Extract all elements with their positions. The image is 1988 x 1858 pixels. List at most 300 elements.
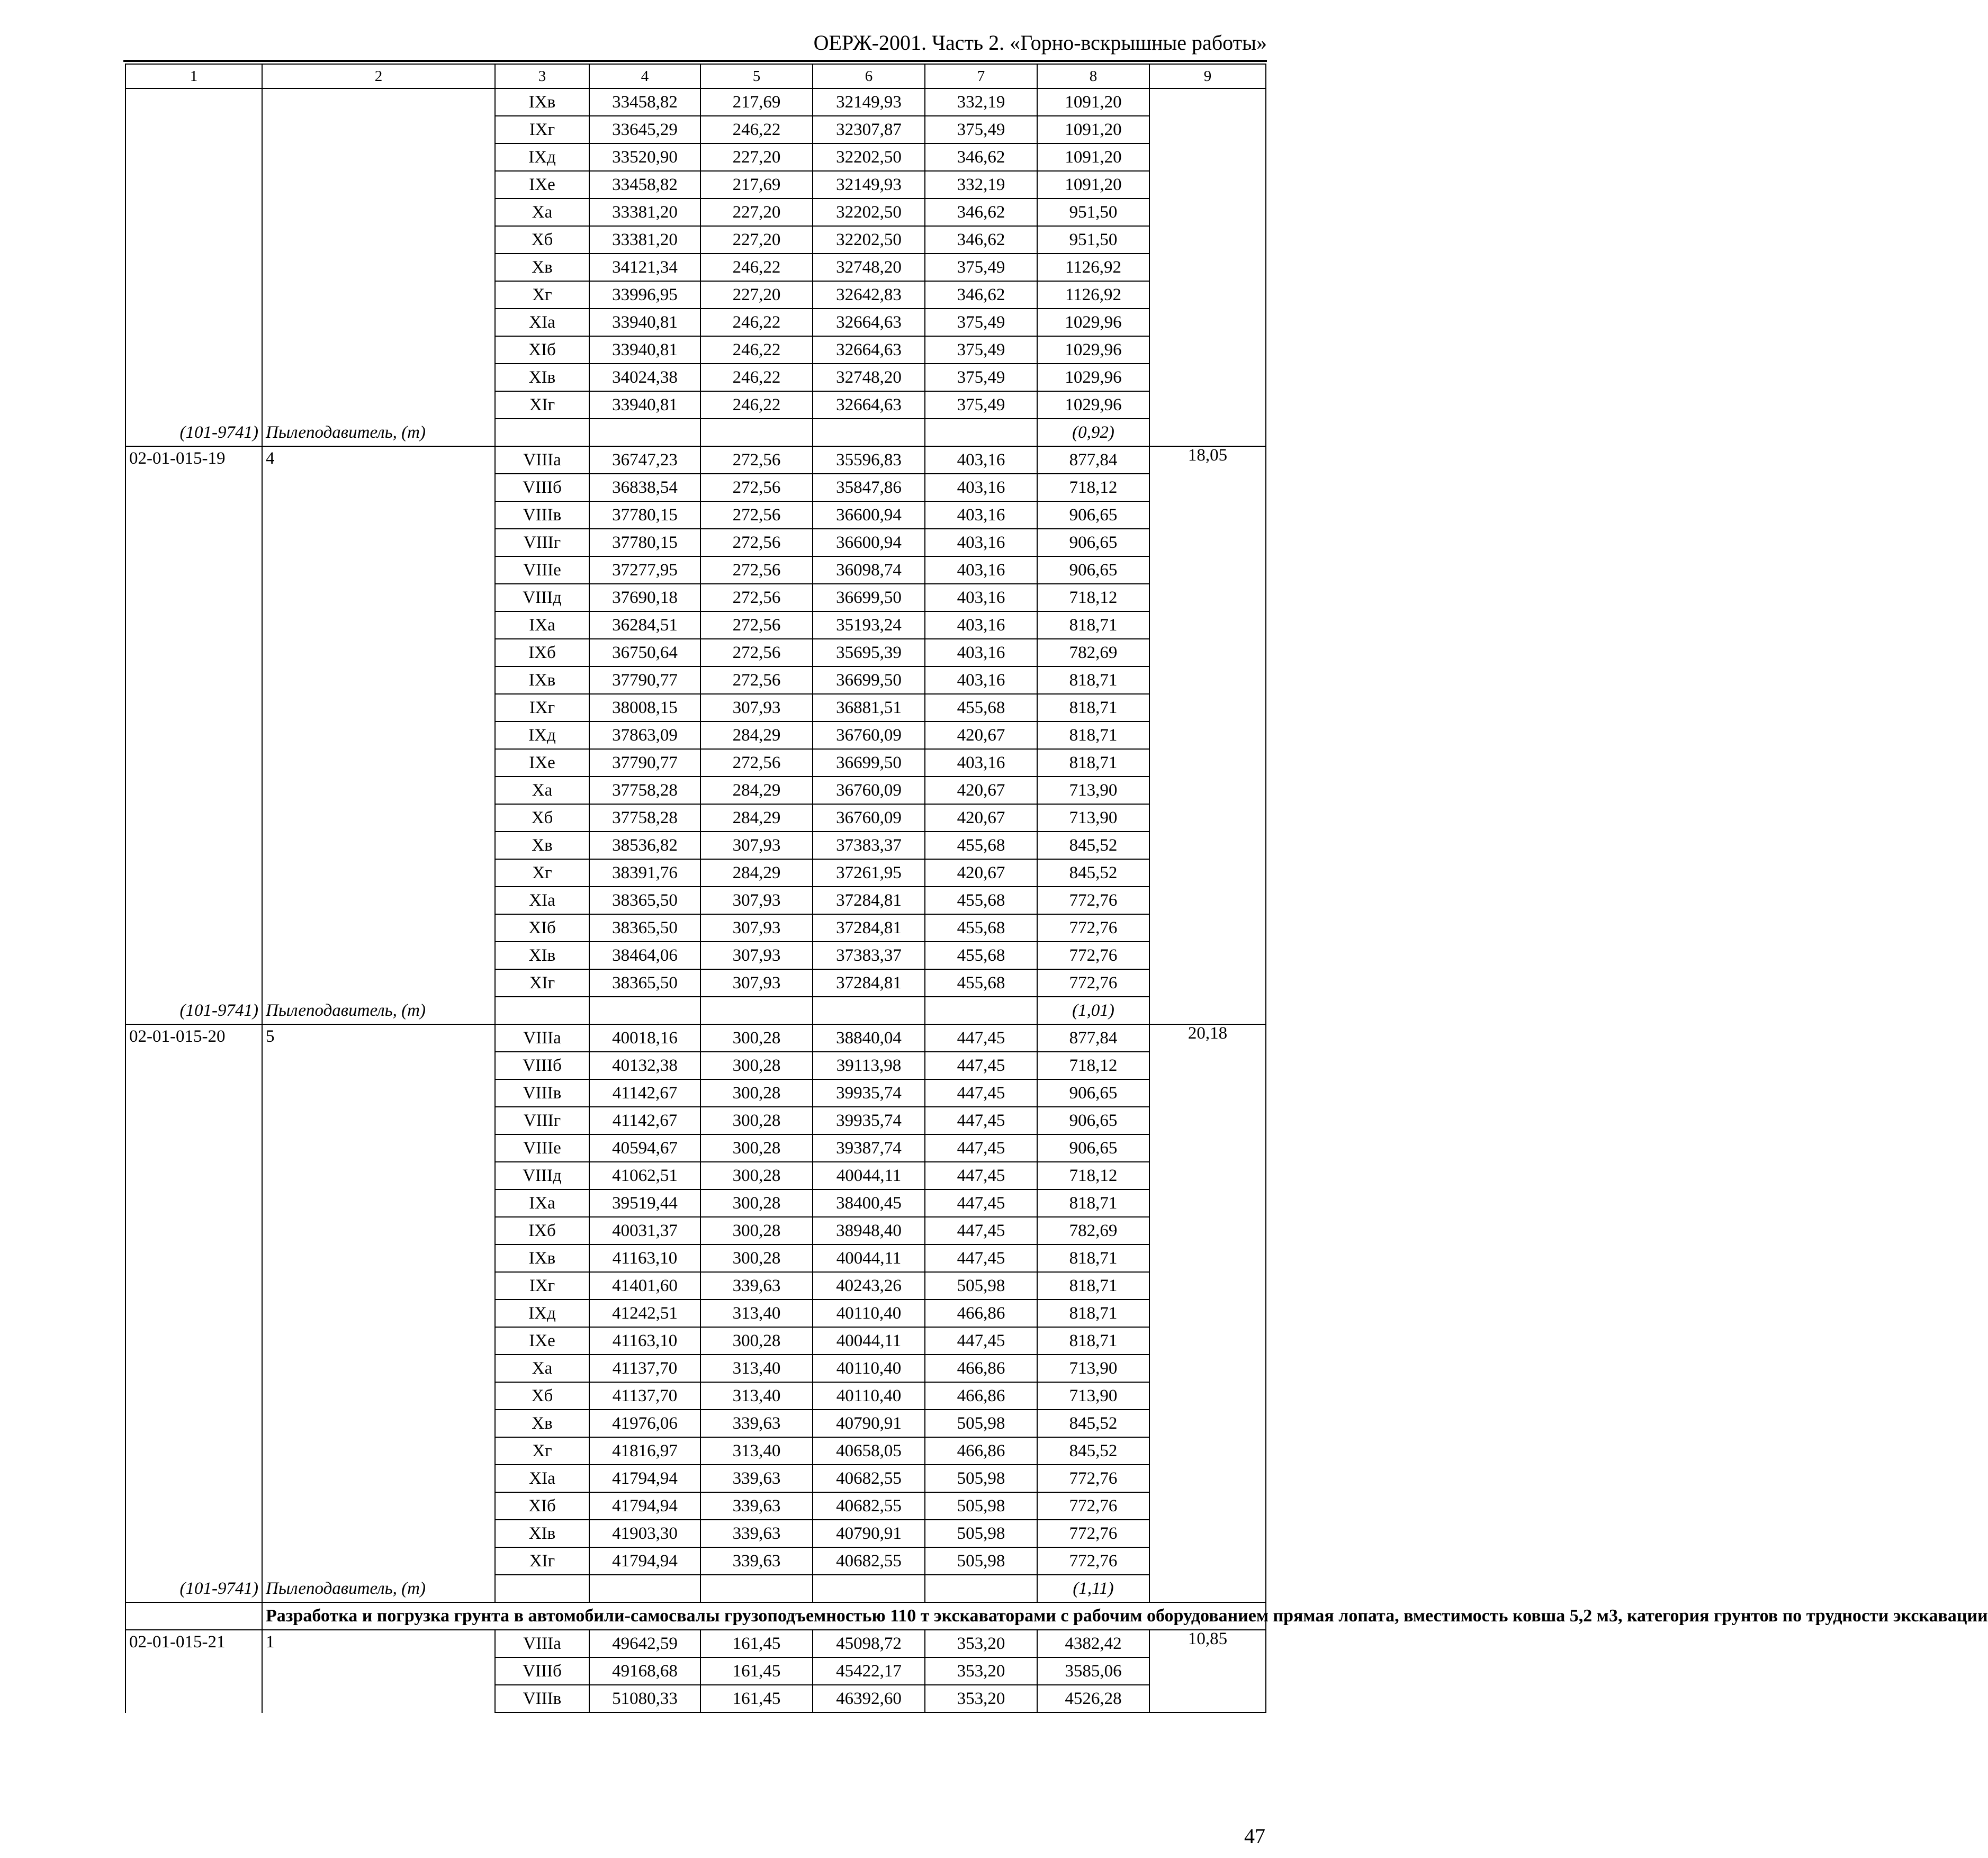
empty-cell <box>813 419 925 446</box>
value-cell: 339,63 <box>700 1410 813 1437</box>
soil-category: IXб <box>495 639 589 666</box>
value-cell: 455,68 <box>925 832 1037 859</box>
rate-code: 02-01-015-20 <box>125 1024 262 1575</box>
workers-cost: 10,85 <box>1149 1630 1266 1712</box>
value-cell: 40682,55 <box>813 1547 925 1575</box>
value-cell: 272,56 <box>700 529 813 556</box>
empty-cell <box>125 1602 262 1630</box>
value-cell: 32748,20 <box>813 254 925 281</box>
value-cell: 272,56 <box>700 639 813 666</box>
value-cell: 35193,24 <box>813 611 925 639</box>
soil-category: VIIIв <box>495 1079 589 1107</box>
column-number: 4 <box>589 64 700 88</box>
soil-category: VIIIе <box>495 1134 589 1162</box>
empty-cell <box>925 1575 1037 1602</box>
value-cell: 36699,50 <box>813 584 925 611</box>
value-cell: 33940,81 <box>589 309 700 336</box>
soil-category: IXа <box>495 1189 589 1217</box>
value-cell: 38464,06 <box>589 942 700 969</box>
value-cell: 3585,06 <box>1037 1657 1149 1685</box>
value-cell: 36747,23 <box>589 446 700 474</box>
value-cell: 505,98 <box>925 1547 1037 1575</box>
value-cell: 32664,63 <box>813 391 925 419</box>
value-cell: 877,84 <box>1037 446 1149 474</box>
value-cell: 37383,37 <box>813 942 925 969</box>
resource-value: (0,92) <box>1037 419 1149 446</box>
value-cell: 906,65 <box>1037 1079 1149 1107</box>
value-cell: 455,68 <box>925 694 1037 721</box>
value-cell: 40658,05 <box>813 1437 925 1465</box>
empty-cell <box>495 997 589 1024</box>
soil-category: Xг <box>495 281 589 309</box>
value-cell: 246,22 <box>700 254 813 281</box>
value-cell: 33996,95 <box>589 281 700 309</box>
value-cell: 300,28 <box>700 1079 813 1107</box>
value-cell: 403,16 <box>925 529 1037 556</box>
soil-category: Xв <box>495 832 589 859</box>
soil-category: XIб <box>495 1492 589 1520</box>
value-cell: 300,28 <box>700 1107 813 1134</box>
soil-category: XIг <box>495 969 589 997</box>
value-cell: 718,12 <box>1037 474 1149 501</box>
soil-category: IXб <box>495 1217 589 1244</box>
value-cell: 818,71 <box>1037 1300 1149 1327</box>
value-cell: 40044,11 <box>813 1162 925 1189</box>
soil-category: XIб <box>495 914 589 942</box>
value-cell: 353,20 <box>925 1685 1037 1712</box>
column-number: 7 <box>925 64 1037 88</box>
value-cell: 505,98 <box>925 1465 1037 1492</box>
column-number: 1 <box>125 64 262 88</box>
value-cell: 41816,97 <box>589 1437 700 1465</box>
section-title: Разработка и погрузка грунта в автомобили-самосвалы грузоподъемностью 110 т экскаваторами с рабочим оборудованием прямая лопата, вместимость ковша 5,2 м3, категория грунтов по трудности экскавации <box>262 1602 1266 1630</box>
value-cell: 246,22 <box>700 364 813 391</box>
value-cell: 161,45 <box>700 1685 813 1712</box>
value-cell: 466,86 <box>925 1437 1037 1465</box>
resource-footer-row <box>125 1575 1266 1602</box>
value-cell: 36699,50 <box>813 666 925 694</box>
soil-category: VIIIб <box>495 1052 589 1079</box>
value-cell: 772,76 <box>1037 942 1149 969</box>
value-cell: 41401,60 <box>589 1272 700 1300</box>
value-cell: 713,90 <box>1037 777 1149 804</box>
value-cell: 300,28 <box>700 1244 813 1272</box>
value-cell: 877,84 <box>1037 1024 1149 1052</box>
value-cell: 300,28 <box>700 1217 813 1244</box>
value-cell: 39519,44 <box>589 1189 700 1217</box>
value-cell: 300,28 <box>700 1327 813 1355</box>
value-cell: 37277,95 <box>589 556 700 584</box>
value-cell: 1091,20 <box>1037 116 1149 143</box>
value-cell: 845,52 <box>1037 1410 1149 1437</box>
value-cell: 38948,40 <box>813 1217 925 1244</box>
value-cell: 906,65 <box>1037 529 1149 556</box>
value-cell: 447,45 <box>925 1052 1037 1079</box>
value-cell: 447,45 <box>925 1327 1037 1355</box>
value-cell: 38365,50 <box>589 969 700 997</box>
workers-cost: 20,18 <box>1149 1024 1266 1602</box>
value-cell: 272,56 <box>700 446 813 474</box>
empty-cell <box>813 997 925 1024</box>
value-cell: 272,56 <box>700 556 813 584</box>
value-cell: 375,49 <box>925 254 1037 281</box>
soil-category: VIIIг <box>495 1107 589 1134</box>
soil-category: VIIIа <box>495 446 589 474</box>
empty-cell <box>495 419 589 446</box>
value-cell: 447,45 <box>925 1079 1037 1107</box>
soil-category: IXв <box>495 88 589 116</box>
value-cell: 1029,96 <box>1037 309 1149 336</box>
value-cell: 300,28 <box>700 1052 813 1079</box>
value-cell: 420,67 <box>925 721 1037 749</box>
value-cell: 35695,39 <box>813 639 925 666</box>
value-cell: 217,69 <box>700 88 813 116</box>
value-cell: 33645,29 <box>589 116 700 143</box>
value-cell: 32664,63 <box>813 336 925 364</box>
value-cell: 39935,74 <box>813 1079 925 1107</box>
value-cell: 227,20 <box>700 281 813 309</box>
value-cell: 49168,68 <box>589 1657 700 1685</box>
value-cell: 313,40 <box>700 1300 813 1327</box>
value-cell: 505,98 <box>925 1272 1037 1300</box>
column-number: 3 <box>495 64 589 88</box>
value-cell: 272,56 <box>700 749 813 777</box>
value-cell: 346,62 <box>925 199 1037 226</box>
soil-category: Xа <box>495 1355 589 1382</box>
value-cell: 332,19 <box>925 88 1037 116</box>
value-cell: 1029,96 <box>1037 364 1149 391</box>
value-cell: 41242,51 <box>589 1300 700 1327</box>
value-cell: 32307,87 <box>813 116 925 143</box>
value-cell: 346,62 <box>925 226 1037 254</box>
empty-cell <box>589 419 700 446</box>
table-row <box>125 88 1266 116</box>
value-cell: 403,16 <box>925 474 1037 501</box>
value-cell: 41163,10 <box>589 1244 700 1272</box>
value-cell: 46392,60 <box>813 1685 925 1712</box>
value-cell: 466,86 <box>925 1355 1037 1382</box>
empty-cell <box>700 1575 813 1602</box>
value-cell: 33520,90 <box>589 143 700 171</box>
table-body <box>125 64 1988 1712</box>
soil-category: IXе <box>495 171 589 199</box>
value-cell: 37383,37 <box>813 832 925 859</box>
value-cell: 505,98 <box>925 1520 1037 1547</box>
value-cell: 300,28 <box>700 1024 813 1052</box>
value-cell: 40110,40 <box>813 1355 925 1382</box>
soil-category: Xа <box>495 777 589 804</box>
soil-category: Xб <box>495 226 589 254</box>
value-cell: 4526,28 <box>1037 1685 1149 1712</box>
value-cell: 40044,11 <box>813 1327 925 1355</box>
value-cell: 227,20 <box>700 143 813 171</box>
value-cell: 40044,11 <box>813 1244 925 1272</box>
value-cell: 40110,40 <box>813 1382 925 1410</box>
value-cell: 1126,92 <box>1037 281 1149 309</box>
value-cell: 346,62 <box>925 143 1037 171</box>
value-cell: 353,20 <box>925 1630 1037 1657</box>
value-cell: 772,76 <box>1037 887 1149 914</box>
value-cell: 307,93 <box>700 942 813 969</box>
value-cell: 845,52 <box>1037 859 1149 887</box>
value-cell: 300,28 <box>700 1189 813 1217</box>
value-cell: 38840,04 <box>813 1024 925 1052</box>
soil-category: VIIIд <box>495 1162 589 1189</box>
value-cell: 40243,26 <box>813 1272 925 1300</box>
value-cell: 39935,74 <box>813 1107 925 1134</box>
value-cell: 818,71 <box>1037 666 1149 694</box>
value-cell: 246,22 <box>700 116 813 143</box>
soil-category: XIа <box>495 887 589 914</box>
value-cell: 35596,83 <box>813 446 925 474</box>
value-cell: 403,16 <box>925 666 1037 694</box>
value-cell: 272,56 <box>700 666 813 694</box>
value-cell: 41142,67 <box>589 1107 700 1134</box>
value-cell: 332,19 <box>925 171 1037 199</box>
value-cell: 41794,94 <box>589 1547 700 1575</box>
value-cell: 313,40 <box>700 1355 813 1382</box>
value-cell: 403,16 <box>925 611 1037 639</box>
value-cell: 38400,45 <box>813 1189 925 1217</box>
soil-category: XIб <box>495 336 589 364</box>
value-cell: 447,45 <box>925 1134 1037 1162</box>
value-cell: 466,86 <box>925 1300 1037 1327</box>
value-cell: 307,93 <box>700 914 813 942</box>
rate-description <box>262 88 495 419</box>
workers-cost: 18,05 <box>1149 446 1266 1024</box>
soil-category: VIIIв <box>495 1685 589 1712</box>
value-cell: 32202,50 <box>813 226 925 254</box>
soil-category: IXг <box>495 1272 589 1300</box>
value-cell: 1029,96 <box>1037 336 1149 364</box>
value-cell: 33940,81 <box>589 391 700 419</box>
value-cell: 41976,06 <box>589 1410 700 1437</box>
value-cell: 845,52 <box>1037 1437 1149 1465</box>
soil-category: XIв <box>495 942 589 969</box>
value-cell: 772,76 <box>1037 1547 1149 1575</box>
value-cell: 37863,09 <box>589 721 700 749</box>
value-cell: 346,62 <box>925 281 1037 309</box>
value-cell: 313,40 <box>700 1382 813 1410</box>
resource-code: (101-9741) <box>125 419 262 446</box>
resource-label: Пылеподавитель, (т) <box>262 1575 495 1602</box>
value-cell: 32748,20 <box>813 364 925 391</box>
value-cell: 51080,33 <box>589 1685 700 1712</box>
soil-category: VIIIа <box>495 1630 589 1657</box>
soil-category: XIа <box>495 1465 589 1492</box>
value-cell: 375,49 <box>925 336 1037 364</box>
value-cell: 713,90 <box>1037 1382 1149 1410</box>
empty-cell <box>700 997 813 1024</box>
value-cell: 36750,64 <box>589 639 700 666</box>
resource-code: (101-9741) <box>125 1575 262 1602</box>
value-cell: 403,16 <box>925 584 1037 611</box>
soil-category: Xб <box>495 1382 589 1410</box>
value-cell: 40594,67 <box>589 1134 700 1162</box>
value-cell: 339,63 <box>700 1272 813 1300</box>
value-cell: 37780,15 <box>589 529 700 556</box>
value-cell: 718,12 <box>1037 1052 1149 1079</box>
value-cell: 40132,38 <box>589 1052 700 1079</box>
resource-footer-row <box>125 419 1266 446</box>
rate-description: 5 <box>262 1024 495 1575</box>
soil-category: Xв <box>495 1410 589 1437</box>
value-cell: 339,63 <box>700 1520 813 1547</box>
soil-category: IXе <box>495 749 589 777</box>
value-cell: 284,29 <box>700 804 813 832</box>
value-cell: 37780,15 <box>589 501 700 529</box>
column-number: 8 <box>1037 64 1149 88</box>
value-cell: 41137,70 <box>589 1382 700 1410</box>
value-cell: 300,28 <box>700 1134 813 1162</box>
value-cell: 772,76 <box>1037 1520 1149 1547</box>
empty-cell <box>589 997 700 1024</box>
value-cell: 41062,51 <box>589 1162 700 1189</box>
value-cell: 713,90 <box>1037 804 1149 832</box>
value-cell: 161,45 <box>700 1657 813 1685</box>
header-rule <box>123 60 1267 62</box>
soil-category: IXг <box>495 694 589 721</box>
value-cell: 45098,72 <box>813 1630 925 1657</box>
rates-table <box>125 64 1988 1713</box>
value-cell: 1091,20 <box>1037 143 1149 171</box>
value-cell: 37690,18 <box>589 584 700 611</box>
value-cell: 39387,74 <box>813 1134 925 1162</box>
value-cell: 272,56 <box>700 584 813 611</box>
soil-category: VIIIб <box>495 474 589 501</box>
soil-category: Xг <box>495 1437 589 1465</box>
soil-category: Xв <box>495 254 589 281</box>
value-cell: 772,76 <box>1037 969 1149 997</box>
value-cell: 32149,93 <box>813 171 925 199</box>
empty-cell <box>700 419 813 446</box>
value-cell: 447,45 <box>925 1244 1037 1272</box>
value-cell: 307,93 <box>700 887 813 914</box>
value-cell: 420,67 <box>925 859 1037 887</box>
soil-category: IXд <box>495 721 589 749</box>
value-cell: 818,71 <box>1037 721 1149 749</box>
value-cell: 36600,94 <box>813 529 925 556</box>
value-cell: 906,65 <box>1037 1134 1149 1162</box>
value-cell: 38008,15 <box>589 694 700 721</box>
value-cell: 718,12 <box>1037 584 1149 611</box>
value-cell: 161,45 <box>700 1630 813 1657</box>
value-cell: 466,86 <box>925 1382 1037 1410</box>
soil-category: Xг <box>495 859 589 887</box>
value-cell: 353,20 <box>925 1657 1037 1685</box>
value-cell: 32149,93 <box>813 88 925 116</box>
value-cell: 307,93 <box>700 969 813 997</box>
soil-category: IXе <box>495 1327 589 1355</box>
page-number: 47 <box>1244 1824 1265 1848</box>
value-cell: 36284,51 <box>589 611 700 639</box>
value-cell: 447,45 <box>925 1107 1037 1134</box>
value-cell: 36760,09 <box>813 721 925 749</box>
value-cell: 40682,55 <box>813 1465 925 1492</box>
value-cell: 41794,94 <box>589 1465 700 1492</box>
value-cell: 906,65 <box>1037 501 1149 529</box>
section-heading-row <box>125 1602 1266 1630</box>
value-cell: 300,28 <box>700 1162 813 1189</box>
value-cell: 455,68 <box>925 914 1037 942</box>
value-cell: 375,49 <box>925 364 1037 391</box>
value-cell: 818,71 <box>1037 1189 1149 1217</box>
value-cell: 1126,92 <box>1037 254 1149 281</box>
value-cell: 40018,16 <box>589 1024 700 1052</box>
column-number: 2 <box>262 64 495 88</box>
value-cell: 36760,09 <box>813 777 925 804</box>
value-cell: 375,49 <box>925 116 1037 143</box>
value-cell: 36600,94 <box>813 501 925 529</box>
value-cell: 420,67 <box>925 804 1037 832</box>
value-cell: 284,29 <box>700 721 813 749</box>
soil-category: IXв <box>495 1244 589 1272</box>
value-cell: 36699,50 <box>813 749 925 777</box>
value-cell: 951,50 <box>1037 199 1149 226</box>
soil-category: VIIIб <box>495 1657 589 1685</box>
value-cell: 818,71 <box>1037 1244 1149 1272</box>
resource-code: (101-9741) <box>125 997 262 1024</box>
value-cell: 339,63 <box>700 1492 813 1520</box>
value-cell: 403,16 <box>925 639 1037 666</box>
value-cell: 37284,81 <box>813 969 925 997</box>
value-cell: 217,69 <box>700 171 813 199</box>
value-cell: 272,56 <box>700 611 813 639</box>
value-cell: 447,45 <box>925 1189 1037 1217</box>
value-cell: 845,52 <box>1037 832 1149 859</box>
rate-code: 02-01-015-19 <box>125 446 262 997</box>
value-cell: 41163,10 <box>589 1327 700 1355</box>
value-cell: 818,71 <box>1037 611 1149 639</box>
value-cell: 34024,38 <box>589 364 700 391</box>
value-cell: 307,93 <box>700 694 813 721</box>
value-cell: 36881,51 <box>813 694 925 721</box>
value-cell: 38536,82 <box>589 832 700 859</box>
value-cell: 455,68 <box>925 969 1037 997</box>
value-cell: 227,20 <box>700 226 813 254</box>
resource-label: Пылеподавитель, (т) <box>262 419 495 446</box>
rate-code: 02-01-015-21 <box>125 1630 262 1712</box>
soil-category: VIIIв <box>495 501 589 529</box>
value-cell: 33458,82 <box>589 88 700 116</box>
value-cell: 41137,70 <box>589 1355 700 1382</box>
value-cell: 36760,09 <box>813 804 925 832</box>
soil-category: IXа <box>495 611 589 639</box>
value-cell: 40790,91 <box>813 1520 925 1547</box>
value-cell: 45422,17 <box>813 1657 925 1685</box>
column-number: 6 <box>813 64 925 88</box>
value-cell: 818,71 <box>1037 749 1149 777</box>
value-cell: 951,50 <box>1037 226 1149 254</box>
value-cell: 772,76 <box>1037 1465 1149 1492</box>
value-cell: 36838,54 <box>589 474 700 501</box>
value-cell: 455,68 <box>925 887 1037 914</box>
value-cell: 906,65 <box>1037 556 1149 584</box>
value-cell: 1091,20 <box>1037 171 1149 199</box>
value-cell: 447,45 <box>925 1217 1037 1244</box>
value-cell: 818,71 <box>1037 694 1149 721</box>
value-cell: 39113,98 <box>813 1052 925 1079</box>
value-cell: 455,68 <box>925 942 1037 969</box>
value-cell: 33458,82 <box>589 171 700 199</box>
empty-cell <box>925 997 1037 1024</box>
resource-value: (1,11) <box>1037 1575 1149 1602</box>
soil-category: Xб <box>495 804 589 832</box>
resource-label: Пылеподавитель, (т) <box>262 997 495 1024</box>
value-cell: 403,16 <box>925 556 1037 584</box>
value-cell: 32202,50 <box>813 199 925 226</box>
value-cell: 36098,74 <box>813 556 925 584</box>
